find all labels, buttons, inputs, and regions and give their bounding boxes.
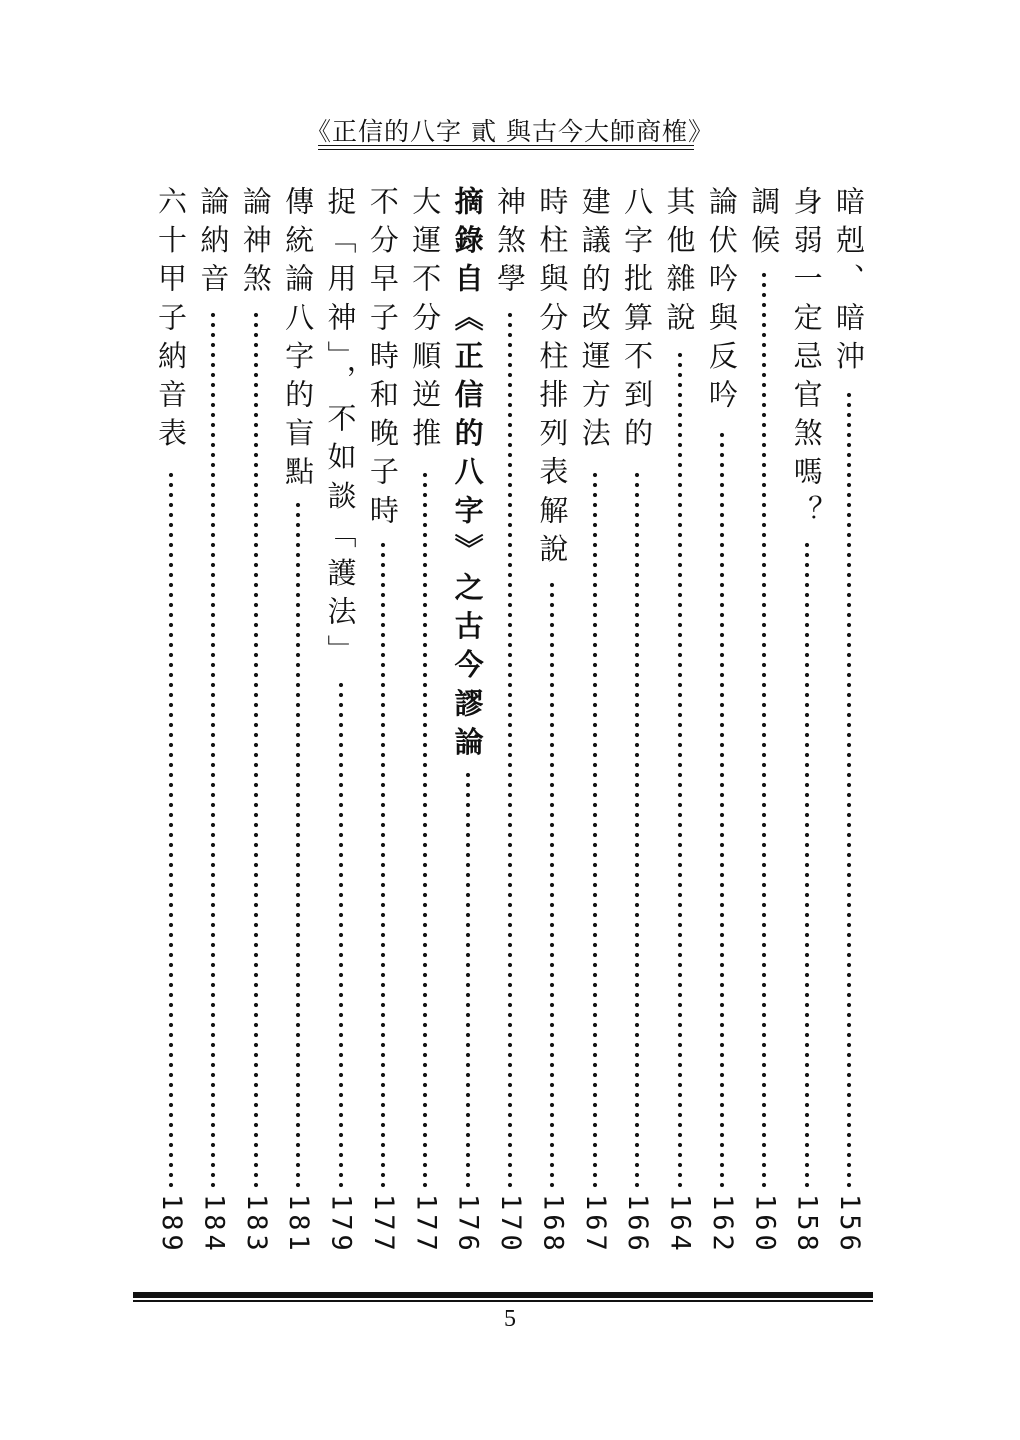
toc-entry-title: 六十甲子納音表 xyxy=(154,186,188,457)
toc-entry-title: 大運不分順逆推 xyxy=(408,186,443,457)
toc-entry xyxy=(277,180,319,1285)
toc-entry-title: 暗剋、暗沖 xyxy=(832,186,866,379)
toc-entry-page: 166 xyxy=(622,1194,654,1255)
toc-entry xyxy=(404,180,446,1285)
dot-leader xyxy=(659,350,701,1190)
toc-entry xyxy=(701,180,743,1285)
toc-entry-title: 捉「用神」，不如談「護法」 xyxy=(323,186,358,674)
toc-entry xyxy=(828,180,870,1285)
dot-leader xyxy=(447,770,489,1190)
toc-entry xyxy=(489,180,531,1285)
toc-entry-title: 論納音 xyxy=(196,186,231,302)
dot-leader xyxy=(828,390,870,1190)
toc-entry xyxy=(192,180,234,1285)
dot-leader xyxy=(192,310,234,1190)
toc-entry xyxy=(320,180,362,1285)
dot-leader xyxy=(616,470,658,1190)
running-header: 《正信的八字 貳 與古今大師商榷》 xyxy=(306,117,714,146)
toc-entry xyxy=(362,180,404,1285)
toc-entry-page: 189 xyxy=(156,1194,187,1255)
toc-entry-page: 170 xyxy=(495,1194,526,1255)
toc-entry-title: 論伏吟與反吟 xyxy=(704,186,739,418)
toc-entry-title: 其他雜說 xyxy=(662,186,697,341)
toc-entry-page: 176 xyxy=(452,1194,484,1255)
dot-leader xyxy=(701,430,743,1190)
toc-entry-title: 時柱與分柱排列表解說 xyxy=(535,186,570,572)
toc-entry xyxy=(531,180,573,1285)
toc-entry-page: 167 xyxy=(579,1194,611,1255)
footer-rule-thick xyxy=(133,1292,873,1298)
dot-leader xyxy=(362,540,404,1190)
toc-entry xyxy=(574,180,616,1285)
dot-leader xyxy=(404,470,446,1190)
toc-entry-page: 179 xyxy=(325,1194,357,1255)
toc-entry xyxy=(616,180,658,1285)
toc-entry-page: 183 xyxy=(240,1194,272,1255)
toc-entry-page: 168 xyxy=(537,1194,569,1255)
toc-entry xyxy=(447,180,489,1285)
toc-entry-title: 身弱一定忌官煞嗎？ xyxy=(789,186,824,534)
toc-entry-page: 156 xyxy=(834,1194,865,1255)
toc-entry-page: 177 xyxy=(367,1194,399,1255)
dot-leader xyxy=(786,540,828,1190)
dot-leader xyxy=(743,270,785,1190)
header-underline-2 xyxy=(318,149,694,150)
dot-leader xyxy=(489,310,531,1190)
toc-entry-title: 傳統論八字的盲點 xyxy=(281,186,316,495)
dot-leader xyxy=(320,680,362,1190)
toc-entry-page: 162 xyxy=(706,1194,738,1255)
toc-entry-page: 177 xyxy=(410,1194,442,1255)
toc-entry-page: 181 xyxy=(283,1194,315,1255)
dot-leader xyxy=(150,470,192,1190)
toc-entry xyxy=(659,180,701,1285)
dot-leader xyxy=(574,470,616,1190)
dot-leader xyxy=(531,580,573,1190)
toc-entry-title: 八字批算不到的 xyxy=(620,186,655,457)
table-of-contents xyxy=(150,180,870,1285)
toc-entry xyxy=(235,180,277,1285)
toc-entry-title: 神煞學 xyxy=(493,186,527,302)
toc-entry xyxy=(786,180,828,1285)
toc-entry xyxy=(150,180,192,1285)
dot-leader xyxy=(235,310,277,1190)
dot-leader xyxy=(277,500,319,1190)
toc-entry-title: 建議的改運方法 xyxy=(577,186,612,457)
toc-entry-page: 158 xyxy=(791,1194,823,1255)
page-number: 5 xyxy=(504,1306,516,1332)
toc-entry-title: 調候 xyxy=(747,186,782,264)
header-underline xyxy=(318,145,694,146)
toc-entry xyxy=(743,180,785,1285)
toc-entry-title: 摘錄自《正信的八字》之古今謬論 xyxy=(450,186,485,765)
toc-entry-page: 184 xyxy=(198,1194,230,1255)
toc-entry-page: 160 xyxy=(749,1194,781,1255)
toc-entry-title: 論神煞 xyxy=(238,186,273,302)
toc-entry-page: 164 xyxy=(664,1194,696,1255)
toc-entry-title: 不分早子時和晚子時 xyxy=(365,186,400,534)
footer-rule-thin xyxy=(133,1300,873,1302)
